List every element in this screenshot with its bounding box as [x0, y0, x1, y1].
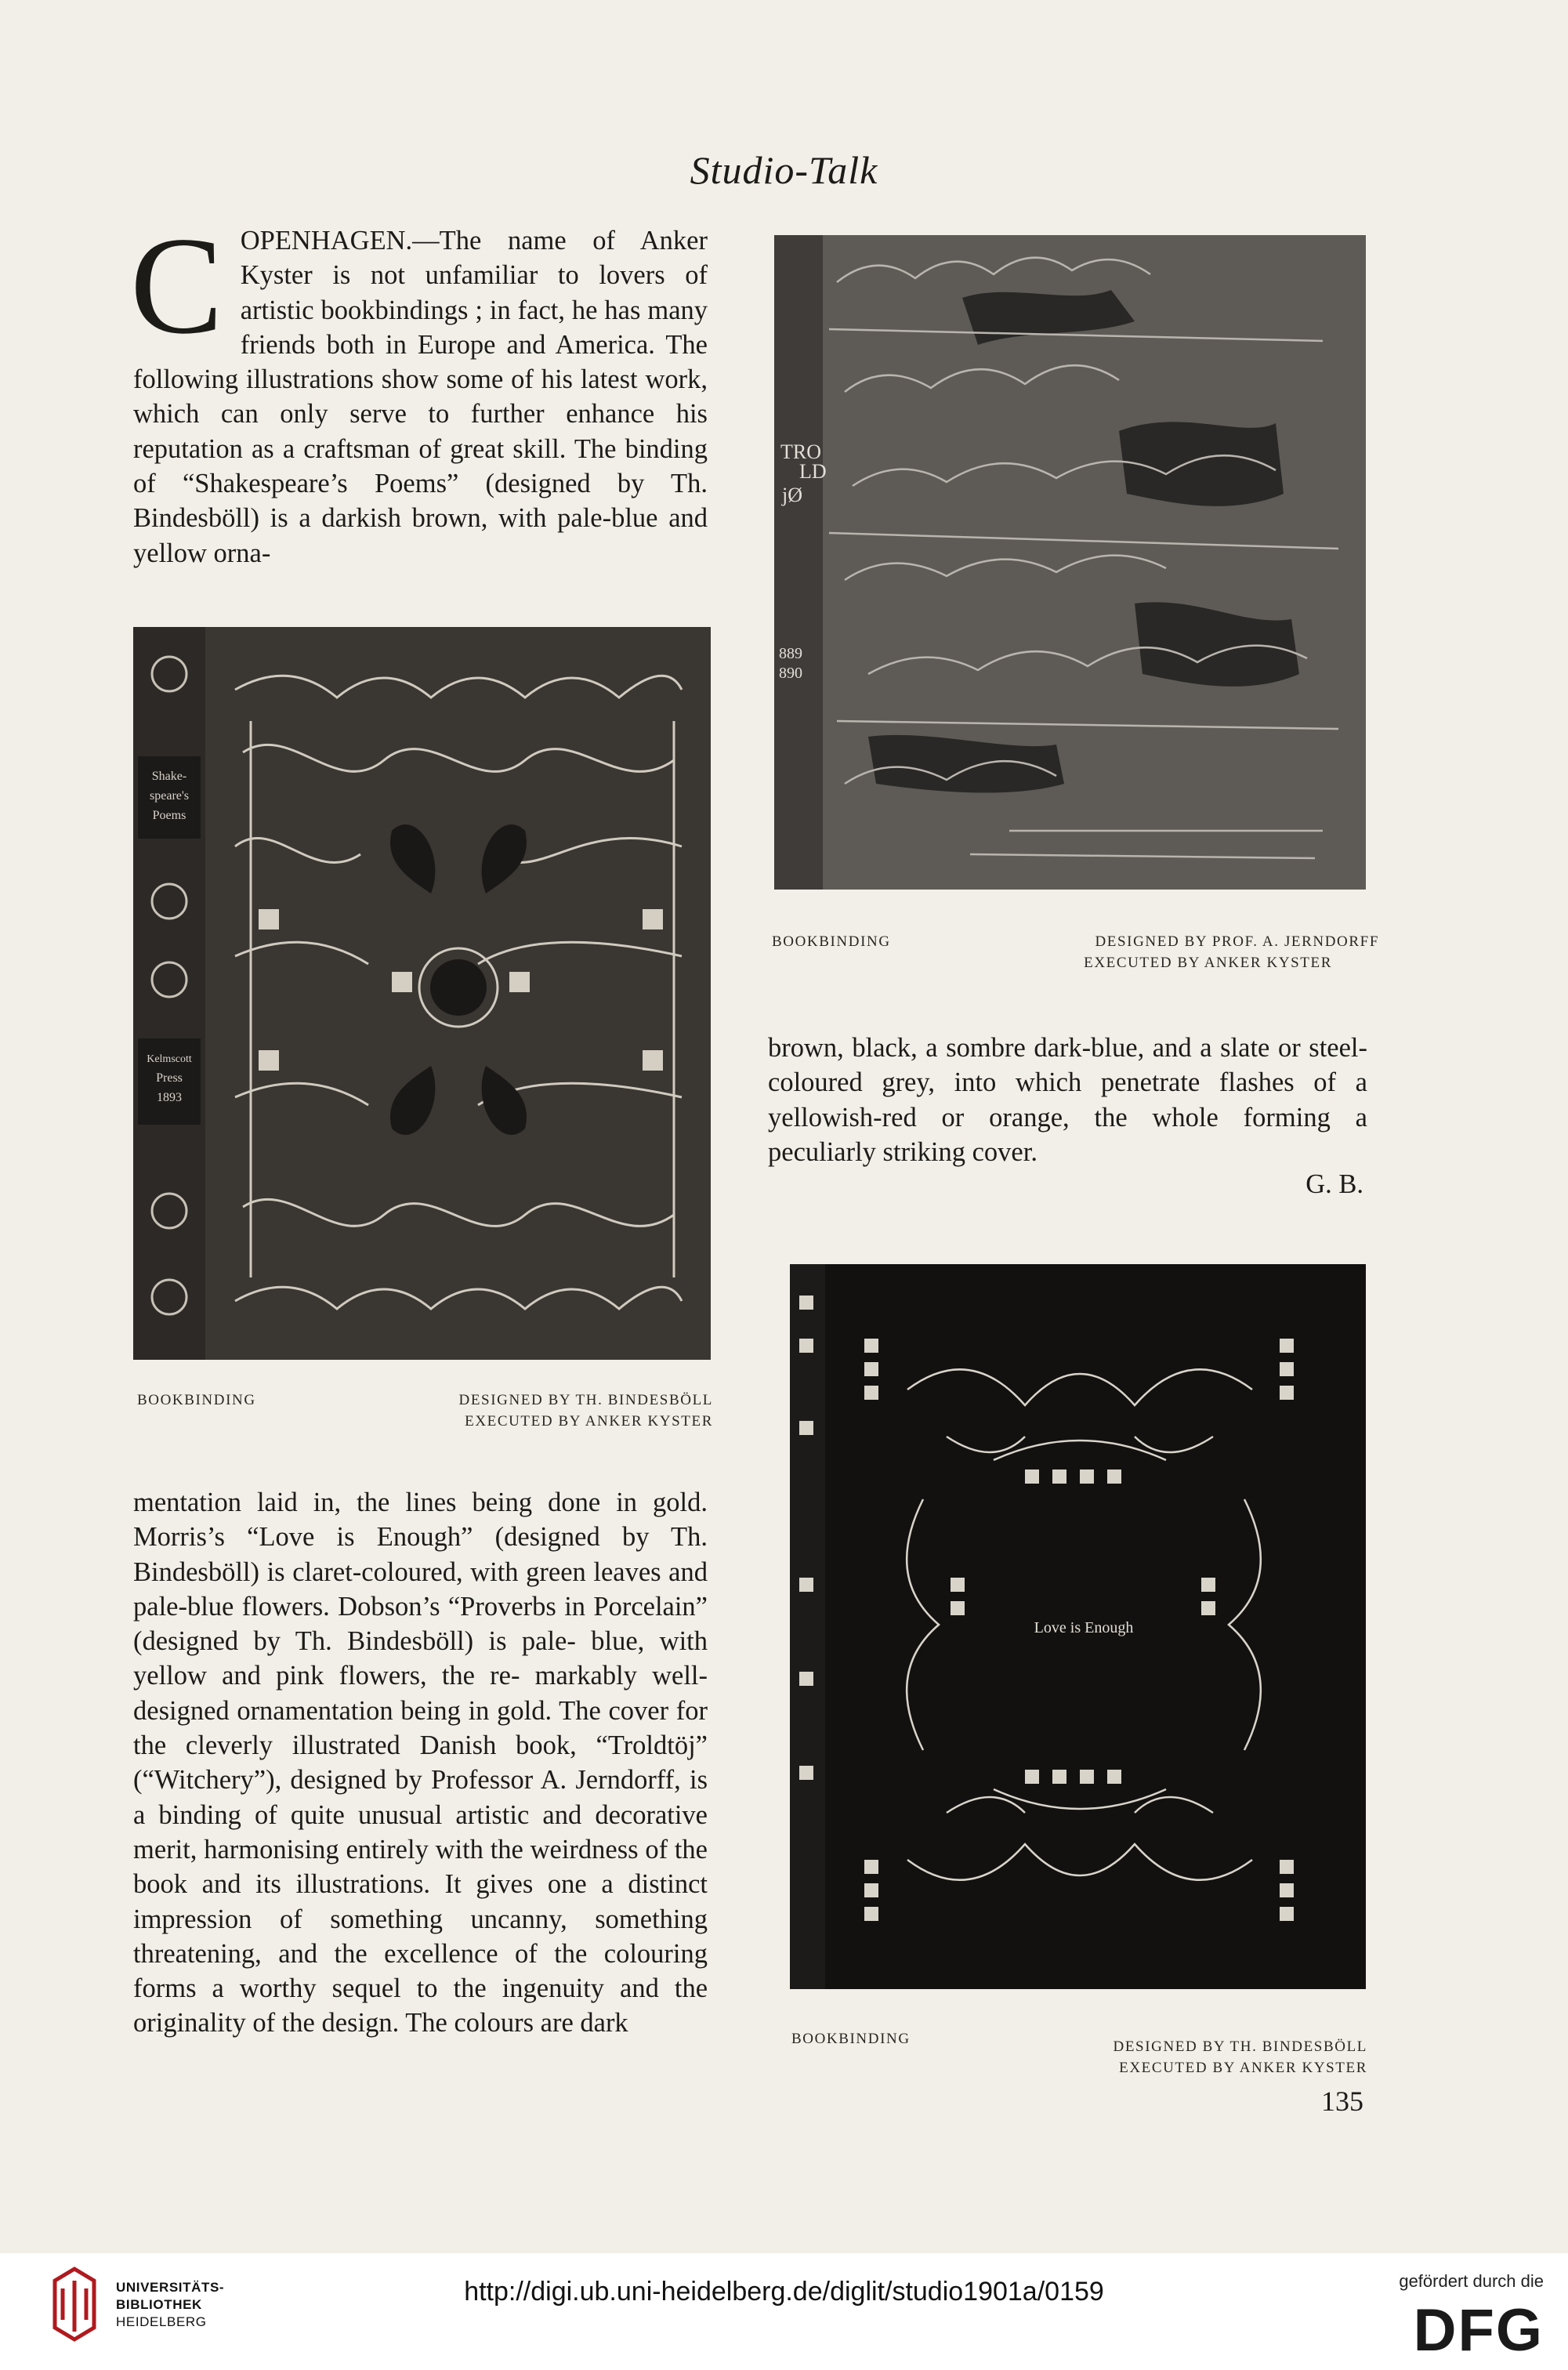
text-line: unusual artistic and decorative merit, harmonising — [133, 1799, 708, 1864]
text-line: Bindesböll) is claret-coloured, with green leaves — [133, 1556, 661, 1587]
svg-text:Poems: Poems — [152, 809, 186, 822]
text-line: many friends both in Europe and — [240, 295, 708, 360]
text-line: originality of the design. The colours are dark — [133, 2008, 628, 2038]
text-line: Porcelain” (designed by Th. Bindesböll) is pale- — [133, 1591, 708, 1657]
article-column-left-top — [130, 208, 708, 571]
drop-cap: C — [130, 208, 223, 363]
text-line: entirely with the weirdness of the book and its — [133, 1834, 708, 1900]
caption-plate-2-designer: DESIGNED BY TH. BINDESBÖLL — [458, 1392, 713, 1408]
svg-text:jØ: jØ — [782, 484, 802, 506]
text-line: of his latest work, which can only serve to — [133, 364, 708, 429]
text-line: OPENHAGEN.—The name of Anker — [240, 226, 708, 255]
text-line: Kyster is not unfamiliar to lovers of — [240, 260, 708, 291]
plate-shakespeare-binding — [133, 627, 711, 1360]
love-is-enough-cover-image — [790, 1264, 1366, 1989]
text-line: mentation laid in, the lines being done in gold. — [133, 1488, 708, 1517]
text-line: markably well-designed ornamentation being in — [133, 1661, 708, 1726]
text-line: gold. The cover for the cleverly illustrated — [133, 1695, 708, 1761]
text-line: steel-coloured grey, into which penetrate flashes of — [768, 1033, 1368, 1098]
funded-by-label: gefördert durch die — [1399, 2271, 1544, 2291]
spine — [790, 1264, 825, 1989]
viewer-footer — [0, 2253, 1568, 2370]
svg-text:Shake-: Shake- — [151, 770, 187, 783]
text-line: America. The following illustrations show some — [133, 329, 708, 395]
text-line: darkish brown, with pale-blue and yellow orna- — [133, 503, 708, 568]
caption-plate-3-executor: EXECUTED BY ANKER KYSTER — [1119, 2060, 1367, 2076]
paragraph-bindings — [133, 1485, 708, 2041]
text-line: brown, black, a sombre dark-blue, and a slate or — [768, 1033, 1301, 1063]
author-signature: G. B. — [1305, 1169, 1363, 1199]
caption-plate-3-label: BOOKBINDING — [791, 2031, 911, 2047]
article-column-left-bottom — [133, 1485, 708, 2041]
plate-troldtoj-binding — [774, 235, 1366, 890]
caption-plate-1-label: BOOKBINDING — [772, 933, 891, 950]
caption-plate-2-executor: EXECUTED BY ANKER KYSTER — [465, 1413, 713, 1430]
text-line: a worthy sequel to the ingenuity and the — [212, 1973, 708, 2004]
text-line: of something uncanny, something threatening, — [133, 1904, 708, 1969]
running-head: Studio-Talk — [690, 148, 878, 192]
cover-title: Love is Enough — [1034, 1619, 1134, 1636]
article-column-right-middle — [768, 1031, 1367, 1169]
text-line: further enhance his reputation as a craftsman — [133, 399, 708, 464]
caption-plate-1-executor: EXECUTED BY ANKER KYSTER — [1084, 955, 1332, 971]
library-name: UNIVERSITÄTS- BIBLIOTHEK HEIDELBERG — [116, 2280, 225, 2329]
dfg-logo: DFG — [1413, 2297, 1544, 2364]
text-line: of great skill. The binding of “Shakespeare’s — [133, 433, 708, 499]
page-number: 135 — [1321, 2086, 1363, 2117]
caption-plate-1-designer: DESIGNED BY PROF. A. JERNDORFF — [1095, 933, 1379, 950]
svg-text:speare's: speare's — [150, 789, 189, 803]
svg-text:890: 890 — [779, 665, 802, 682]
caption-plate-2-label: BOOKBINDING — [137, 1392, 256, 1408]
svg-text:1893: 1893 — [157, 1091, 182, 1104]
troldtoj-cover-image — [774, 235, 1366, 890]
svg-text:TRO: TRO — [780, 440, 821, 463]
text-line: peculiarly striking cover. — [768, 1136, 1037, 1167]
source-url-link[interactable]: http://digi.ub.uni-heidelberg.de/diglit/studio1901a/0159 — [464, 2277, 1104, 2307]
text-line: a yellowish-red or orange, the whole forming a — [768, 1067, 1367, 1132]
text-line: artistic bookbindings ; in fact, he has — [240, 295, 641, 325]
caption-plate-3-designer: DESIGNED BY TH. BINDESBÖLL — [1113, 2038, 1367, 2055]
text-line: blue, with yellow and pink flowers, the re- — [133, 1626, 708, 1691]
text-line: and the excellence of the colouring forms — [133, 1938, 708, 2004]
shakespeare-cover-image — [133, 627, 711, 1360]
svg-text:LD: LD — [799, 460, 827, 483]
paragraph-colours — [768, 1031, 1367, 1169]
plate-love-is-enough-binding — [790, 1264, 1366, 1989]
svg-text:Kelmscott: Kelmscott — [147, 1053, 192, 1065]
text-line: Poems” (designed by Th. Bindesböll) is a — [133, 469, 708, 534]
text-line: by Professor A. Jerndorff, is a binding of quite — [133, 1765, 708, 1830]
svg-text:889: 889 — [779, 645, 802, 662]
spine — [774, 235, 823, 890]
svg-text:Press: Press — [156, 1071, 183, 1085]
spine — [133, 627, 205, 1360]
text-line: Danish book, “Troldtöj” (“Witchery”), designed — [133, 1730, 708, 1796]
text-line: and pale-blue flowers. Dobson’s “Proverbs in — [133, 1556, 708, 1622]
text-line: illustrations. It gives one a distinct impression — [133, 1869, 708, 1934]
text-line: Morris’s “Love is Enough” (designed by Th. — [133, 1522, 708, 1553]
